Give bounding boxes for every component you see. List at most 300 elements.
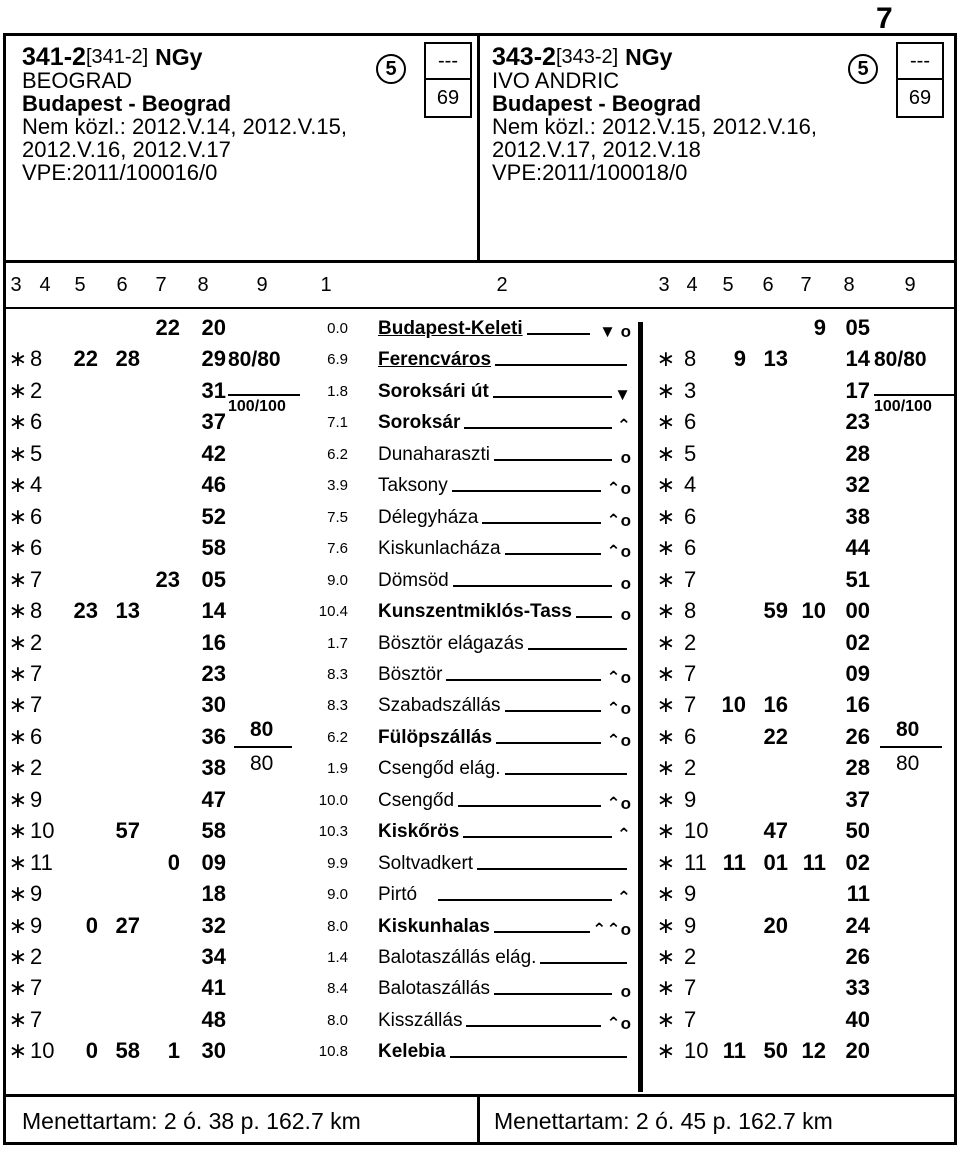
right-row-19-col8: 24	[845, 913, 870, 938]
station-row-5	[378, 474, 633, 498]
left-row-6-col4: 6	[30, 504, 43, 529]
station-row-6	[378, 506, 633, 530]
right-speed-row2-line	[874, 394, 954, 396]
row-5-km: 3.9	[327, 477, 348, 494]
station-name: Kunszentmiklós-Tass	[378, 601, 576, 622]
left-row-23-col5: 0	[85, 1038, 98, 1063]
right-row-3-col5	[716, 410, 746, 434]
right-code-box-top: ---	[898, 44, 942, 80]
station-row-17	[378, 852, 633, 876]
right-row-7-col6	[756, 536, 788, 560]
right-row-18-star: ∗	[656, 881, 676, 906]
left-row-19-col6: 27	[115, 913, 140, 938]
right-row-17-col6: 01	[763, 850, 788, 875]
station-row-15	[378, 789, 633, 813]
right-row-6-col6	[756, 505, 788, 529]
station-name: Taksony	[378, 475, 452, 496]
right-row-16-col7	[796, 819, 826, 843]
left-row-5-col6	[108, 473, 140, 497]
right-row-10-col7	[796, 631, 826, 655]
right-row-8-star: ∗	[656, 567, 676, 592]
left-row-15-col5	[68, 788, 98, 812]
station-leader-line	[438, 427, 612, 429]
right-row-0-col4	[684, 316, 714, 340]
row-22-km: 8.0	[327, 1012, 348, 1029]
station-row-10	[378, 632, 633, 656]
left-row-9-star: ∗	[8, 598, 28, 623]
right-row-2-col5	[716, 379, 746, 403]
right-row-16-col6: 47	[763, 818, 788, 843]
right-row-22-col6	[756, 1008, 788, 1032]
left-row-11-col5	[68, 662, 98, 686]
left-not-running-1: Nem közl.: 2012.V.14, 2012.V.15,	[22, 114, 347, 139]
right-row-15-star: ∗	[656, 787, 676, 812]
right-row-22-col8: 40	[845, 1007, 870, 1032]
station-row-18	[378, 883, 633, 907]
left-row-9-col4: 8	[30, 598, 43, 623]
left-row-4-col5	[68, 442, 98, 466]
station-name: Soroksári út	[378, 381, 493, 402]
left-code-box-bottom: 69	[436, 87, 460, 109]
left-row-13-col7	[150, 725, 180, 749]
left-row-12-col7	[150, 693, 180, 717]
left-row-6-star: ∗	[8, 504, 28, 529]
left-row-0-col8: 20	[201, 315, 226, 340]
left-row-16-col6: 57	[115, 818, 140, 843]
left-row-17-col4: 11	[30, 850, 53, 875]
left-row-0-col4	[30, 316, 60, 340]
left-row-11-col8: 23	[201, 661, 226, 686]
footer-right-duration: Menettartam: 2 ó. 45 p. 162.7 km	[494, 1108, 833, 1134]
left-row-16-col5	[68, 819, 98, 843]
right-row-20-col5	[716, 945, 746, 969]
row-14-km: 1.9	[327, 760, 348, 777]
right-row-18-col6	[756, 882, 788, 906]
right-row-4-col8: 28	[845, 441, 870, 466]
station-name: Fülöpszállás	[378, 727, 496, 748]
station-name: Soltvadkert	[378, 853, 477, 874]
right-row-6-star: ∗	[656, 504, 676, 529]
right-train-route: Budapest - Beograd	[492, 91, 702, 116]
row-7-km: 7.6	[327, 540, 348, 557]
left-row-19-col8: 32	[201, 913, 226, 938]
right-train-header	[492, 43, 817, 185]
left-row-14-col8: 38	[201, 755, 226, 780]
right-row-3-col4: 6	[684, 409, 697, 434]
station-leader-line	[438, 899, 612, 901]
right-row-13-star: ∗	[656, 724, 676, 749]
left-row-22-col7	[150, 1008, 180, 1032]
station-name: Dömsöd	[378, 570, 453, 591]
left-row-10-col7	[150, 631, 180, 655]
right-row-15-col7	[796, 788, 826, 812]
station-row-0	[378, 317, 633, 341]
left-row-23-star: ∗	[8, 1038, 28, 1063]
station-name: Délegyháza	[378, 507, 482, 528]
right-row-18-col7	[796, 882, 826, 906]
station-service-icon: ⌃	[616, 416, 631, 435]
right-row-9-col8: 00	[845, 598, 870, 623]
station-row-14	[378, 757, 633, 781]
left-row-5-col4: 4	[30, 472, 43, 497]
station-name: Soroksár	[378, 412, 464, 433]
left-train-number: 341-2	[22, 43, 86, 71]
row-19-km: 8.0	[327, 918, 348, 935]
left-row-0-star	[6, 316, 30, 340]
left-speed-row11-top: 80	[250, 718, 274, 741]
right-row-7-col7	[796, 536, 826, 560]
right-row-13-col7	[796, 725, 826, 749]
right-row-1-col4: 8	[684, 346, 697, 371]
right-train-number: 343-2	[492, 43, 556, 71]
column-number-left-5: 5	[74, 274, 86, 296]
page-number: 7	[876, 2, 893, 35]
right-row-17-col8: 02	[845, 850, 870, 875]
right-row-9-col4: 8	[684, 598, 697, 623]
right-row-16-star: ∗	[656, 818, 676, 843]
right-row-5-col6	[756, 473, 788, 497]
right-row-4-col4: 5	[684, 441, 697, 466]
left-row-0-col5	[68, 316, 98, 340]
left-row-4-col8: 42	[201, 441, 226, 466]
left-row-18-col8: 18	[201, 881, 226, 906]
row-18-km: 9.0	[327, 886, 348, 903]
left-row-16-col7	[150, 819, 180, 843]
column-number-right-6: 6	[762, 274, 774, 296]
column-number-left-7: 7	[155, 274, 167, 296]
right-row-7-col5	[716, 536, 746, 560]
left-row-5-col8: 46	[201, 472, 226, 497]
row-20-km: 1.4	[327, 949, 348, 966]
right-row-20-col4: 2	[684, 944, 697, 969]
left-row-21-col4: 7	[30, 975, 43, 1000]
right-row-15-col6	[756, 788, 788, 812]
right-row-10-col6	[756, 631, 788, 655]
right-row-21-col6	[756, 976, 788, 1000]
right-row-0-star	[654, 316, 678, 340]
right-row-1-star: ∗	[656, 346, 676, 371]
column-number-right-9: 9	[904, 274, 916, 296]
row-17-km: 9.9	[327, 855, 348, 872]
right-row-2-star: ∗	[656, 378, 676, 403]
left-row-3-col4: 6	[30, 409, 43, 434]
left-row-1-col6: 28	[115, 346, 140, 371]
right-row-0-col8: 05	[845, 315, 870, 340]
left-row-5-col5	[68, 473, 98, 497]
left-row-1-col8: 29	[201, 346, 226, 371]
right-row-17-col4: 11	[684, 850, 707, 875]
right-row-19-col5	[716, 914, 746, 938]
right-row-23-col7: 12	[801, 1038, 826, 1063]
right-row-14-col4: 2	[684, 755, 697, 780]
station-service-icon: o	[620, 574, 631, 593]
left-row-13-col5	[68, 725, 98, 749]
station-leader-line	[438, 585, 612, 587]
left-row-12-col5	[68, 693, 98, 717]
left-row-13-col6	[108, 725, 140, 749]
left-row-16-star: ∗	[8, 818, 28, 843]
left-row-2-col4: 2	[30, 378, 43, 403]
left-row-7-col5	[68, 536, 98, 560]
right-row-1-col6: 13	[763, 346, 788, 371]
right-row-1-col8: 14	[845, 346, 870, 371]
right-row-21-col5	[716, 976, 746, 1000]
station-row-8	[378, 569, 633, 593]
station-name: Bösztör	[378, 664, 446, 685]
station-row-16	[378, 820, 633, 844]
column-number-left-3: 3	[10, 274, 22, 296]
left-row-22-star: ∗	[8, 1007, 28, 1032]
left-row-21-col6	[108, 976, 140, 1000]
left-row-13-col4: 6	[30, 724, 43, 749]
right-not-running-2: 2012.V.17, 2012.V.18	[492, 137, 701, 162]
left-speed-row2-line	[228, 394, 300, 396]
right-row-17-col7: 11	[802, 850, 826, 875]
column-number-left-8: 8	[197, 274, 209, 296]
station-service-icon: o	[620, 982, 631, 1001]
left-row-1-col4: 8	[30, 346, 43, 371]
left-train-header	[22, 43, 347, 185]
station-row-11	[378, 663, 633, 687]
left-row-2-col5	[68, 379, 98, 403]
left-row-10-col6	[108, 631, 140, 655]
right-speed-row0: 80/80	[874, 348, 927, 371]
row-13-km: 6.2	[327, 729, 348, 746]
right-row-19-col6: 20	[763, 913, 788, 938]
left-row-20-col5	[68, 945, 98, 969]
left-row-8-col8: 05	[201, 567, 226, 592]
right-row-23-col8: 20	[845, 1038, 870, 1063]
right-row-12-col7	[796, 693, 826, 717]
left-row-3-col5	[68, 410, 98, 434]
station-service-icon: ⌃o	[606, 542, 631, 561]
station-name: Dunaharaszti	[378, 444, 494, 465]
left-code-box-top: ---	[426, 44, 470, 80]
left-row-10-col8: 16	[201, 630, 226, 655]
column-number-left-6: 6	[116, 274, 128, 296]
left-row-9-col7	[150, 599, 180, 623]
right-speed-row11-bottom: 80	[896, 752, 920, 775]
right-row-3-star: ∗	[656, 409, 676, 434]
right-row-11-col6	[756, 662, 788, 686]
left-row-18-col7	[150, 882, 180, 906]
column-number-right-5: 5	[722, 274, 734, 296]
left-row-17-col6	[108, 851, 140, 875]
right-row-2-col7	[796, 379, 826, 403]
left-row-11-col7	[150, 662, 180, 686]
right-row-0-col6	[756, 316, 788, 340]
right-train-name: IVO ANDRIC	[492, 68, 620, 93]
left-row-7-col7	[150, 536, 180, 560]
left-row-8-col4: 7	[30, 567, 43, 592]
left-row-11-star: ∗	[8, 661, 28, 686]
right-row-12-col8: 16	[845, 692, 870, 717]
right-row-14-col6	[756, 756, 788, 780]
station-service-icon: ⌃o	[606, 1014, 631, 1033]
left-code-box	[424, 42, 472, 118]
right-vpe: VPE:2011/100018/0	[492, 160, 688, 185]
left-row-14-col7	[150, 756, 180, 780]
station-service-icon: ▼	[614, 385, 631, 404]
station-name: Csengőd	[378, 790, 458, 811]
right-row-12-col4: 7	[684, 692, 697, 717]
left-row-15-col4: 9	[30, 787, 43, 812]
left-row-13-star: ∗	[8, 724, 28, 749]
right-row-16-col8: 50	[845, 818, 870, 843]
station-name: Kiskőrös	[378, 821, 463, 842]
station-row-19	[378, 915, 633, 939]
left-row-19-col5: 0	[85, 913, 98, 938]
station-leader-line	[438, 1056, 627, 1058]
right-row-5-col7	[796, 473, 826, 497]
right-row-5-col4: 4	[684, 472, 697, 497]
left-row-14-star: ∗	[8, 755, 28, 780]
station-row-22	[378, 1009, 633, 1033]
right-class-circle: 5	[848, 54, 878, 84]
left-row-1-star: ∗	[8, 346, 28, 371]
station-service-icon: ⌃	[616, 825, 631, 844]
right-row-6-col7	[796, 505, 826, 529]
station-name: Ferencváros	[378, 349, 495, 370]
station-service-icon: ⌃o	[606, 699, 631, 718]
left-train-kind: NGy	[155, 44, 203, 70]
row-16-km: 10.3	[318, 823, 348, 840]
right-row-23-col5: 11	[722, 1038, 746, 1063]
left-row-7-col8: 58	[201, 535, 226, 560]
right-row-22-col4: 7	[684, 1007, 697, 1032]
row-2-km: 1.8	[327, 383, 348, 400]
right-row-16-col5	[716, 819, 746, 843]
right-row-23-star: ∗	[656, 1038, 676, 1063]
left-row-14-col4: 2	[30, 755, 43, 780]
left-row-20-col4: 2	[30, 944, 43, 969]
right-row-15-col8: 37	[845, 787, 870, 812]
left-row-4-col7	[150, 442, 180, 466]
right-row-7-col4: 6	[684, 535, 697, 560]
right-row-6-col5	[716, 505, 746, 529]
row-6-km: 7.5	[327, 509, 348, 526]
right-row-2-col6	[756, 379, 788, 403]
left-row-12-col8: 30	[201, 692, 226, 717]
left-row-18-star: ∗	[8, 881, 28, 906]
right-row-0-col7: 9	[813, 315, 826, 340]
station-service-icon: ⌃o	[606, 511, 631, 530]
station-leader-line	[438, 490, 601, 492]
row-23-km: 10.8	[318, 1043, 348, 1060]
header-divider	[477, 33, 480, 261]
right-row-12-star: ∗	[656, 692, 676, 717]
row-9-km: 10.4	[318, 603, 348, 620]
left-row-16-col8: 58	[201, 818, 226, 843]
right-row-23-col6: 50	[763, 1038, 788, 1063]
right-row-14-col5	[716, 756, 746, 780]
right-row-23-col4: 10	[684, 1038, 709, 1063]
station-name: Kisszállás	[378, 1010, 466, 1031]
left-not-running-2: 2012.V.16, 2012.V.17	[22, 137, 231, 162]
right-row-11-col8: 09	[845, 661, 870, 686]
station-service-icon: ⌃o	[606, 668, 631, 687]
left-row-9-col8: 14	[201, 598, 226, 623]
row-0-km: 0.0	[327, 320, 348, 337]
right-row-20-col6	[756, 945, 788, 969]
left-row-22-col6	[108, 1008, 140, 1032]
right-row-9-star: ∗	[656, 598, 676, 623]
left-row-3-col7	[150, 410, 180, 434]
column-number-mid-1: 1	[320, 274, 332, 296]
right-row-4-col6	[756, 442, 788, 466]
right-row-19-col7	[796, 914, 826, 938]
left-speed-row11-bottom: 80	[250, 752, 274, 775]
station-name: Csengőd elág.	[378, 758, 505, 779]
column-number-right-3: 3	[658, 274, 670, 296]
left-row-12-star: ∗	[8, 692, 28, 717]
station-row-12	[378, 694, 633, 718]
left-row-17-col8: 09	[201, 850, 226, 875]
left-row-3-col6	[108, 410, 140, 434]
left-row-0-col7: 22	[155, 315, 180, 340]
left-row-4-col4: 5	[30, 441, 43, 466]
station-service-icon: ▼ o	[599, 322, 631, 341]
right-row-9-col6: 59	[763, 598, 788, 623]
left-row-6-col6	[108, 505, 140, 529]
right-speed-row2: 100/100	[874, 398, 932, 415]
left-speed-row0: 80/80	[228, 348, 281, 371]
left-row-8-col6	[108, 568, 140, 592]
station-row-21	[378, 977, 633, 1001]
left-row-22-col5	[68, 1008, 98, 1032]
left-row-17-star: ∗	[8, 850, 28, 875]
left-row-17-col7: 0	[167, 850, 180, 875]
right-row-17-col5: 11	[722, 850, 746, 875]
colnum-bottom-line	[3, 307, 957, 309]
right-row-19-star: ∗	[656, 913, 676, 938]
left-row-3-star: ∗	[8, 409, 28, 434]
left-row-10-col5	[68, 631, 98, 655]
right-row-18-col8: 11	[846, 881, 870, 906]
right-row-4-col5	[716, 442, 746, 466]
left-row-8-star: ∗	[8, 567, 28, 592]
left-row-1-col7	[150, 347, 180, 371]
left-row-23-col8: 30	[201, 1038, 226, 1063]
left-train-route: Budapest - Beograd	[22, 91, 232, 116]
row-4-km: 6.2	[327, 446, 348, 463]
left-row-23-col7: 1	[167, 1038, 180, 1063]
left-row-23-col4: 10	[30, 1038, 55, 1063]
station-row-2	[378, 380, 633, 404]
footer-left-duration: Menettartam: 2 ó. 38 p. 162.7 km	[22, 1108, 361, 1134]
left-row-2-star: ∗	[8, 378, 28, 403]
left-row-19-col7	[150, 914, 180, 938]
right-row-19-col4: 9	[684, 913, 697, 938]
left-row-8-col5	[68, 568, 98, 592]
left-row-14-col5	[68, 756, 98, 780]
left-row-17-col5	[68, 851, 98, 875]
left-row-15-col6	[108, 788, 140, 812]
right-row-1-col7	[796, 347, 826, 371]
right-row-18-col5	[716, 882, 746, 906]
right-row-11-col5	[716, 662, 746, 686]
footer-top-line	[3, 1094, 957, 1097]
station-name: Pirtó	[378, 884, 421, 905]
left-row-10-star: ∗	[8, 630, 28, 655]
right-row-4-col7	[796, 442, 826, 466]
right-row-10-col5	[716, 631, 746, 655]
station-service-icon: ⌃o	[606, 479, 631, 498]
station-service-icon: ⌃⌃o	[592, 920, 631, 939]
right-speed-row11-top: 80	[896, 718, 920, 741]
left-row-19-star: ∗	[8, 913, 28, 938]
right-row-6-col8: 38	[845, 504, 870, 529]
